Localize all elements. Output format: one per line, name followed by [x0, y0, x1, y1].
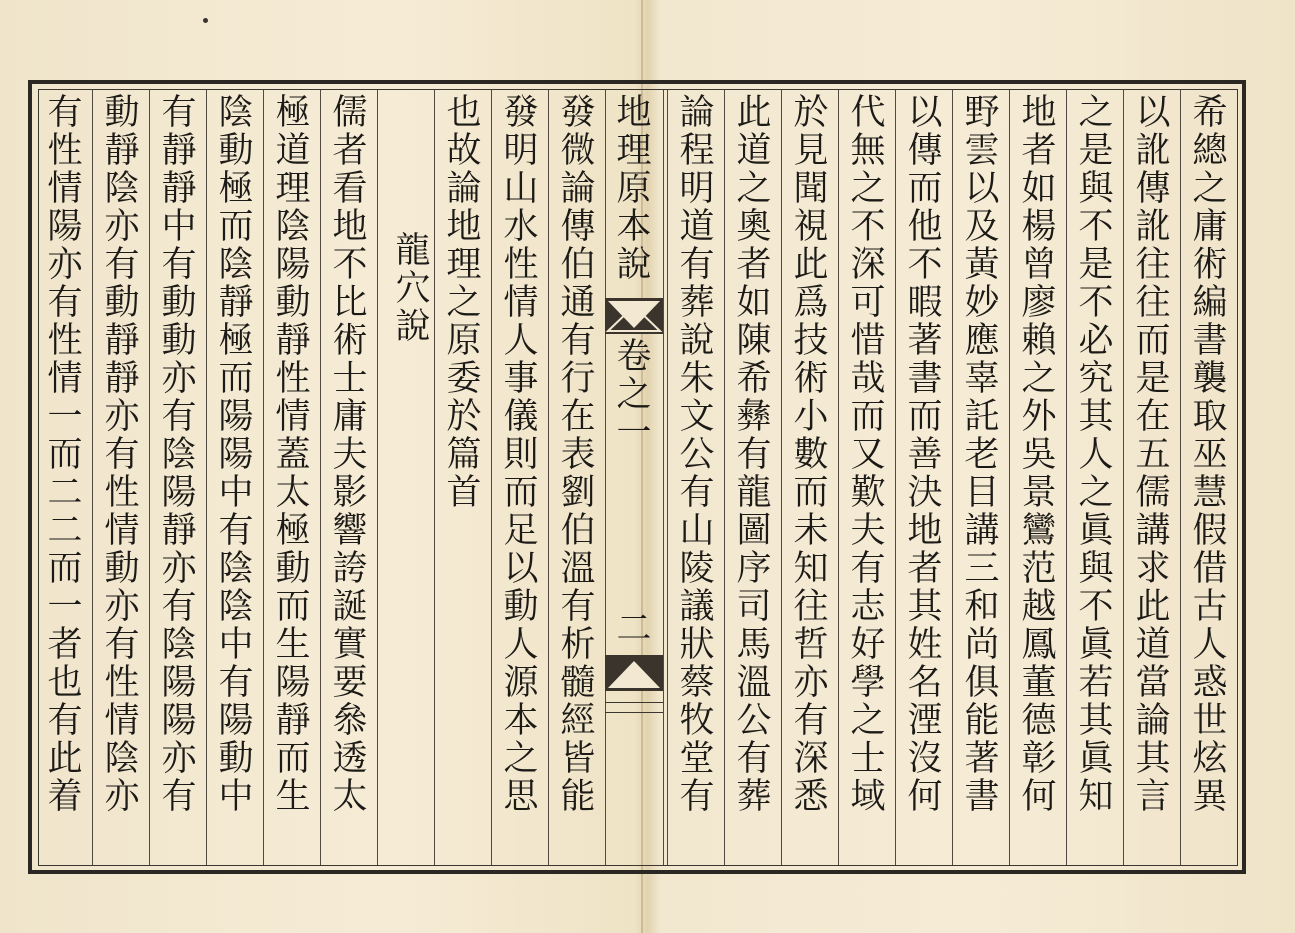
text-column: 希 總 之 庸 術 編 書 襲 取 巫 慧 假 借 古 人 惑 世 炫 異 — [1192, 93, 1228, 817]
center-fold-banxin — [605, 90, 663, 865]
text-column: 有 性 情 陽 亦 有 性 情 一 而 二 二 而 一 者 也 有 此 着 — [47, 93, 83, 817]
text-column: 之 是 與 不 是 不 必 究 其 人 之 眞 與 不 眞 若 其 眞 知 — [1078, 93, 1114, 817]
banxin-title — [609, 94, 659, 284]
section-heading — [388, 232, 438, 346]
column-rule — [895, 90, 896, 865]
text-column: 地 者 如 楊 曾 廖 賴 之 外 吳 景 鸞 范 越 鳳 董 德 彰 何 — [1021, 93, 1057, 817]
column-rule — [1066, 90, 1067, 865]
text-column: 論 程 明 道 有 葬 說 朱 文 公 有 山 陵 議 狀 蔡 牧 堂 有 — [679, 93, 715, 817]
glyph: 穴 — [395, 269, 431, 309]
column-rule — [491, 90, 492, 865]
text-column: 極 道 理 陰 陽 動 靜 性 情 蓋 太 極 動 而 生 陽 靜 而 生 — [275, 93, 311, 817]
banxin-rule — [605, 702, 663, 703]
text-column: 動 靜 陰 亦 有 動 靜 靜 亦 有 性 情 動 亦 有 性 情 陰 亦 — [104, 93, 140, 817]
glyph: 說 — [395, 307, 431, 347]
glyph: 地 — [616, 93, 652, 133]
ink-speck — [203, 18, 208, 23]
glyph: 理 — [616, 131, 652, 171]
fishtail-bottom-icon — [605, 655, 663, 691]
text-column: 於 見 聞 視 此 爲 技 術 小 數 而 未 知 往 哲 亦 有 深 悉 — [793, 93, 829, 817]
column-rule — [781, 90, 782, 865]
column-rule — [1123, 90, 1124, 865]
column-rule — [434, 90, 435, 865]
text-column: 野 雲 以 及 黃 妙 應 辜 託 老 目 講 三 和 尚 俱 能 著 書 — [964, 93, 1000, 817]
column-rule — [320, 90, 321, 865]
glyph: 原 — [616, 169, 652, 209]
column-rule — [724, 90, 725, 865]
column-rule — [263, 90, 264, 865]
text-column: 發 微 論 傳 伯 通 有 行 在 表 劉 伯 溫 有 析 髓 經 皆 能 — [560, 93, 596, 817]
glyph: 之 — [616, 375, 652, 415]
fishtail-top-icon — [605, 298, 663, 334]
text-column: 儒 者 看 地 不 比 術 士 庸 夫 影 響 誇 誕 實 要 叅 透 太 — [332, 93, 368, 817]
column-rule — [663, 90, 664, 865]
column-rule — [377, 90, 378, 865]
column-rule — [838, 90, 839, 865]
text-column: 以 訛 傳 訛 往 往 而 是 在 五 儒 講 求 此 道 當 論 其 言 — [1135, 93, 1171, 817]
column-rule — [667, 90, 668, 865]
glyph: 一 — [616, 413, 652, 453]
column-rule — [206, 90, 207, 865]
glyph: 龍 — [395, 231, 431, 271]
column-rule — [1180, 90, 1181, 865]
column-rule — [149, 90, 150, 865]
glyph: 卷 — [616, 337, 652, 377]
column-rule — [952, 90, 953, 865]
text-column: 陰 動 極 而 陰 靜 極 而 陽 陽 中 有 陰 陰 中 有 陽 動 中 — [218, 93, 254, 817]
text-column: 也 故 論 地 理 之 原 委 於 篇 首 — [446, 93, 482, 513]
page-number: 二 — [616, 609, 652, 649]
volume-label — [609, 338, 659, 452]
column-rule — [1009, 90, 1010, 865]
text-column: 以 傳 而 他 不 暇 著 書 而 善 決 地 者 其 姓 名 湮 沒 何 — [907, 93, 943, 817]
glyph: 本 — [616, 207, 652, 247]
text-column: 有 靜 靜 中 有 動 動 亦 有 陰 陽 靜 亦 有 陰 陽 陽 亦 有 — [161, 93, 197, 817]
text-column: 發 明 山 水 性 情 人 事 儀 則 而 足 以 動 人 源 本 之 思 — [503, 93, 539, 817]
text-column: 代 無 之 不 深 可 惜 哉 而 又 歎 夫 有 志 好 學 之 士 域 — [850, 93, 886, 817]
column-rule — [92, 90, 93, 865]
text-column: 此 道 之 奧 者 如 陳 希 彝 有 龍 圖 序 司 馬 溫 公 有 葬 — [736, 93, 772, 817]
column-rule — [548, 90, 549, 865]
banxin-rule — [605, 712, 663, 713]
glyph: 說 — [616, 245, 652, 285]
